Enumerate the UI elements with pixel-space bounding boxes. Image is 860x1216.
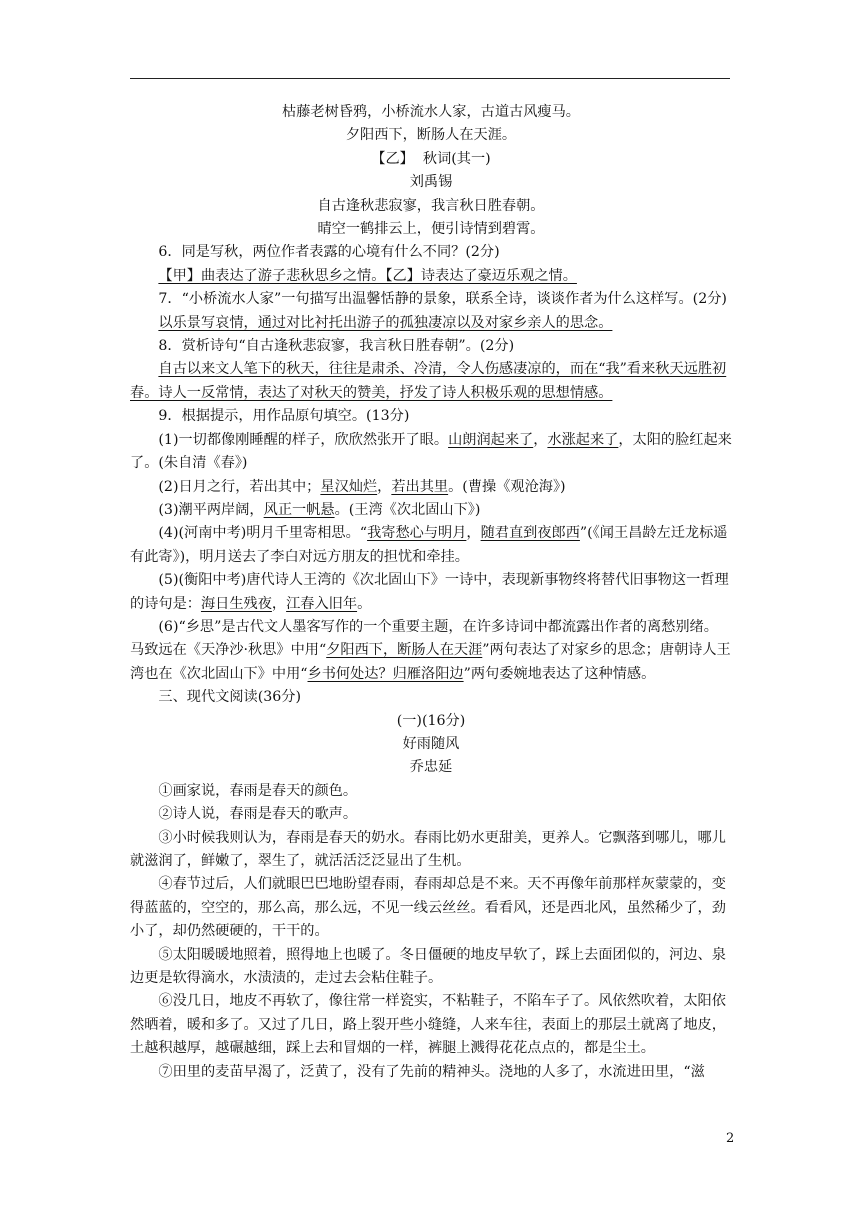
page-number: 2 bbox=[726, 1131, 735, 1146]
item-text: ”两句委婉地表达了这种情感。 bbox=[463, 665, 656, 682]
question-6: 6．同是写秋，两位作者表露的心境有什么不同？(2分) bbox=[158, 244, 500, 261]
article-paragraph: ③小时候我则认为，春雨是春天的奶水。春雨比奶水更甜美，更养人。它飘落到哪儿，哪儿就滋润了，鲜嫩了，翠生了，就活活泛泛显出了生机。 bbox=[130, 829, 726, 869]
fill-answer: 若出其里 bbox=[391, 478, 449, 495]
fill-answer: 乡书何处达？归雁洛阳边 bbox=[307, 665, 464, 682]
poem-yi-label: 【乙】 bbox=[371, 150, 414, 167]
part-label: (一)(16分) bbox=[396, 712, 466, 729]
item-text: ， bbox=[377, 478, 392, 495]
article-paragraph: ⑤太阳暖暖地照着，照得地上也暖了。冬日僵硬的地皮早软了，踩上去面团似的，河边、泉边更是软得滴水，水渍渍的，走过去会粘住鞋子。 bbox=[130, 946, 726, 987]
answer-6 bbox=[130, 265, 732, 288]
item-text: 。(王湾《次北固山下》) bbox=[334, 501, 481, 518]
poem-line: 夕阳西下，断肠人在天涯。 bbox=[345, 127, 517, 144]
question-7: 7．“小桥流水人家”一句描写出温馨恬静的景象，联系全诗，谈谈作者为什么这样写。(2分) bbox=[158, 291, 727, 308]
header-rule bbox=[130, 78, 730, 79]
section-heading: 三、现代文阅读(36分) bbox=[158, 689, 302, 706]
item-text: ，太阳的脸红起来了。(朱自清《春》) bbox=[130, 431, 732, 472]
article-title: 好雨随风 bbox=[402, 735, 460, 752]
item-text: (6)“乡思”是古代文人墨客写作的一个重要主题，在许多诗词中都流露出作者的离愁别绪。马致远在《天净沙·秋思》中用“ bbox=[130, 618, 718, 659]
item-text: ”两句表达了对家乡的思念；唐朝诗人王湾也在《次北固山下》中用“ bbox=[130, 642, 731, 682]
answer-text: 自古以来文人笔下的秋天，往往是肃杀、冷清，令人伤感凄凉的，而在“我”看来秋天远胜初春。诗人一反常情，表达了对秋天的赞美，抒发了诗人积极乐观的思想情感。 bbox=[130, 361, 727, 401]
answer-7 bbox=[130, 312, 732, 335]
fill-answer: 风正一帆悬 bbox=[263, 501, 335, 518]
item-text: 。(曹操《观沧海》) bbox=[448, 478, 566, 495]
fill-answer: 夕阳西下，断肠人在天涯 bbox=[326, 642, 483, 659]
article-paragraph: ⑥没几日，地皮不再软了，像往常一样瓷实，不粘鞋子，不陷车子了。风依然吹着，太阳依然晒着，暖和多了。又过了几日，路上裂开些小缝缝，人来车往，表面上的那层土就离了地皮，土越积越厚，越碾越细，踩上去和冒烟的一样，裤腿上溅得花花点点的，都是尘土。 bbox=[130, 993, 726, 1057]
fill-answer: 水涨起来了 bbox=[547, 431, 619, 448]
article-paragraph: ④春节过后，人们就眼巴巴地盼望春雨，春雨却总是不来。天不再像年前那样灰蒙蒙的，变得蓝蓝的，空空的，那么高，那么远，不见一线云丝丝。看看风，还是西北风，虽然稀少了，劲小了，却仍然硬硬的，干干的。 bbox=[130, 876, 726, 940]
poem-yi-author: 刘禹锡 bbox=[409, 174, 453, 191]
poem-yi-heading bbox=[130, 148, 732, 171]
q9-item-6 bbox=[130, 616, 732, 686]
fill-answer: 江春入旧年 bbox=[286, 595, 358, 612]
q9-item-2 bbox=[130, 476, 732, 499]
item-text: ， bbox=[533, 431, 548, 448]
item-text: ， bbox=[466, 525, 481, 542]
fill-answer: 海日生残夜 bbox=[200, 595, 272, 612]
article-paragraph: ⑦田里的麦苗早渴了，泛黄了，没有了先前的精神头。浇地的人多了，水流进田里，“滋 bbox=[158, 1063, 705, 1080]
poem-line: 晴空一鹤排云上，便引诗情到碧霄。 bbox=[317, 221, 545, 238]
question-8: 8．赏析诗句“自古逢秋悲寂寥，我言秋日胜春朝”。(2分) bbox=[158, 338, 515, 355]
article-author: 乔忠延 bbox=[409, 759, 453, 776]
article-paragraph: ①画家说，春雨是春天的颜色。 bbox=[158, 782, 358, 799]
fill-answer: 星汉灿烂 bbox=[320, 478, 378, 495]
item-text: (5)(衡阳中考)唐代诗人王湾的《次北固山下》一诗中，表现新事物终将替代旧事物这一哲理的诗句是： bbox=[130, 572, 729, 612]
item-text: ， bbox=[271, 595, 287, 612]
fill-answer: 随君直到夜郎西 bbox=[480, 525, 580, 542]
page-content bbox=[130, 101, 732, 1084]
q9-item-5 bbox=[130, 569, 732, 616]
item-text: (2)日月之行，若出其中； bbox=[158, 478, 321, 495]
item-text: (3)潮平两岸阔， bbox=[158, 501, 264, 518]
fill-answer: 我寄愁心与明月 bbox=[367, 525, 467, 542]
answer-8 bbox=[130, 358, 732, 405]
q9-item-1 bbox=[130, 429, 732, 476]
question-9: 9．根据提示，用作品原句填空。(13分) bbox=[158, 408, 410, 425]
item-text: (1)一切都像刚睡醒的样子，欣欣然张开了眼。 bbox=[158, 431, 449, 448]
q9-item-3 bbox=[130, 499, 732, 522]
poem-yi-title: 秋词(其一) bbox=[422, 150, 491, 167]
article-paragraph: ②诗人说，春雨是春天的歌声。 bbox=[158, 806, 358, 823]
poem-line: 枯藤老树昏鸦，小桥流水人家，古道古风瘦马。 bbox=[282, 104, 580, 120]
answer-text: 以乐景写哀情，通过对比衬托出游子的孤独凄凉以及对家乡亲人的思念。 bbox=[158, 314, 613, 331]
item-text: ”(《闻王昌龄左迁龙标遥有此寄》)，明月送去了李白对远方朋友的担忧和牵挂。 bbox=[130, 525, 728, 565]
poem-line: 自古逢秋悲寂寥，我言秋日胜春朝。 bbox=[317, 197, 545, 214]
answer-text: 【甲】曲表达了游子悲秋思乡之情。【乙】诗表达了豪迈乐观之情。 bbox=[158, 267, 577, 284]
q9-item-4 bbox=[130, 522, 732, 569]
item-text: 。 bbox=[357, 595, 372, 612]
fill-answer: 山朗润起来了 bbox=[448, 431, 534, 448]
item-text: (4)(河南中考)明月千里寄相思。“ bbox=[158, 525, 368, 542]
